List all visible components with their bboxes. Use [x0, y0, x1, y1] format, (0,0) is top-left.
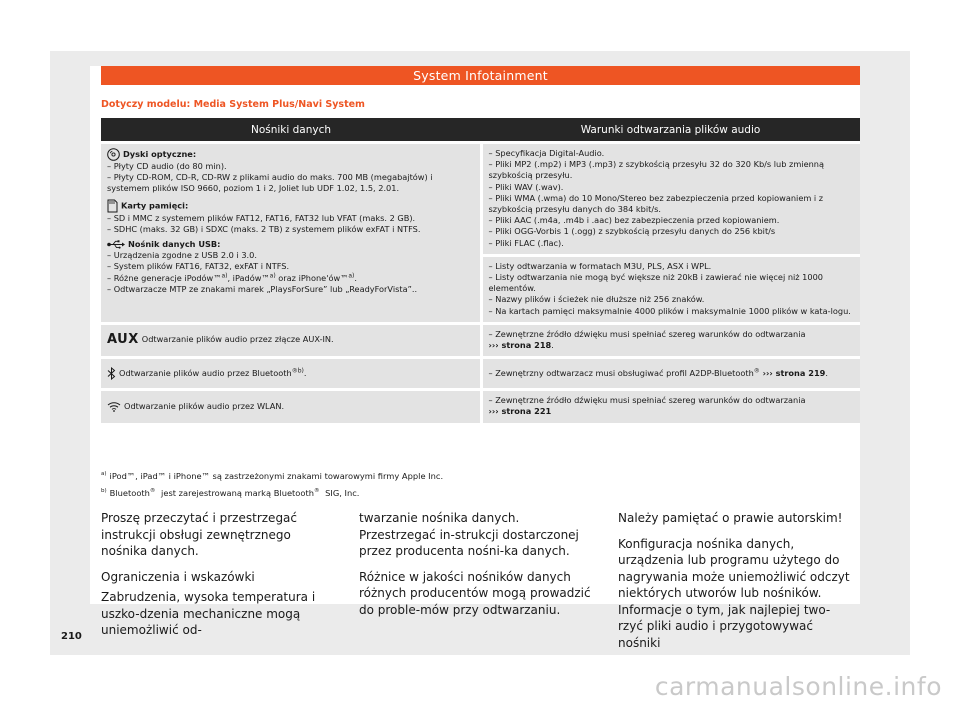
bluetooth-description: Odtwarzanie plików audio przez Bluetooth$^{®b)}$. — [119, 367, 307, 379]
card-line: – SDHC (maks. 32 GB) i SDXC (maks. 2 TB) z systemem plików exFAT i NTFS. — [107, 223, 421, 234]
usb-generations: – Różne generacje iPodów™$^{a)}$, iPadów™$^{a)}$ oraz iPhone'ów™$^{a)}$. — [107, 271, 357, 283]
wlan-cell — [101, 390, 481, 423]
format-line: – Pliki AAC (.m4a, .m4b i .aac) bez zabezpieczenia przed kopiowaniem. — [488, 215, 780, 226]
header-media: Nośniki danych — [101, 118, 481, 143]
body-column-3 — [618, 510, 853, 660]
header-conditions: Warunki odtwarzania plików audio — [481, 118, 860, 143]
optical-title: Dyski optyczne: — [123, 149, 197, 159]
bluetooth-icon — [107, 367, 116, 380]
table-row — [101, 323, 860, 357]
usb-icon — [107, 240, 125, 249]
body-paragraph: Konfiguracja nośnika danych, urządzenia lub programu użytego do nagrywania może uniemożliwić odczyt niektórych utworów lub nośników. Informacje o tym, jak najlepiej two-rzyć pliki audio i przygotowywać nośniki — [618, 536, 850, 650]
playlist-line: – Listy odtwarzania w formatach M3U, PLS, ASX i WPL. — [488, 260, 712, 271]
format-line: – Pliki MP2 (.mp2) i MP3 (.mp3) z szybkością przesyłu 32 do 320 Kb/s lub zmienną szybkością przesyłu. — [488, 159, 825, 181]
card-title: Karty pamięci: — [121, 200, 189, 211]
playlists-cell — [481, 255, 860, 323]
usb-line: – Urządzenia zgodne z USB 2.0 i 3.0. — [107, 250, 257, 261]
playlist-line: – Na kartach pamięci maksymalnie 4000 plików i maksymalnie 1000 plików w kata-logu. — [488, 305, 851, 316]
media-cell — [101, 143, 481, 324]
body-column-2 — [359, 510, 594, 627]
page-number: 210 — [61, 631, 82, 642]
aux-description: Odtwarzanie plików audio przez złącze AUX-IN. — [141, 334, 334, 345]
aux-condition: – Zewnętrzne źródło dźwięku musi spełniać szereg warunków do odtwarzania — [488, 328, 806, 339]
sd-card-icon — [107, 199, 118, 213]
format-line: – Pliki OGG-Vorbis 1 (.ogg) z szybkością przesyłu danych do 256 kbit/s — [488, 226, 776, 237]
body-column-1 — [101, 510, 336, 648]
aux-condition-cell — [481, 323, 860, 357]
body-paragraph: Zabrudzenia, wysoka temperatura i uszko-dzenia mechaniczne mogą uniemożliwić od- — [101, 590, 316, 637]
aux-cell — [101, 323, 481, 357]
table-row — [101, 358, 860, 390]
footnote-b: $^{b)}$ Bluetooth® jest zarejestrowaną marką Bluetooth® SIG, Inc. — [101, 488, 360, 498]
format-line: – Specyfikacja Digital-Audio. — [488, 148, 605, 158]
playlist-line: – Nazwy plików i ścieżek nie dłuższe niż 256 znaków. — [488, 294, 705, 305]
body-subheading: Ograniczenia i wskazówki — [101, 569, 255, 584]
optical-line: – Płyty CD-ROM, CD-R, CD-RW z plikami audio do maks. 700 MB (megabajtów) i systemem plików ISO 9660, poziom 1 i 2, Joliet lub UDF 1.02, 1.5, 2.01. — [107, 172, 433, 194]
table-row — [101, 143, 860, 256]
table-row — [101, 390, 860, 423]
usb-mtp: – Odtwarzacze MTP ze znakami marek „PlaysForSure” lub „ReadyForVista”.. — [107, 283, 418, 294]
body-paragraph: Należy pamiętać o prawie autorskim! — [618, 511, 843, 525]
wlan-description: Odtwarzanie plików audio przez WLAN. — [124, 400, 285, 411]
footnote-a: $^{a)}$ iPod™, iPad™ i iPhone™ są zastrzeżonymi znakami towarowymi firmy Apple Inc. — [101, 471, 444, 481]
format-line: – Pliki WMA (.wma) do 10 Mono/Stereo bez zabezpieczenia przed kopiowaniem i z szybkością przesyłu danych do 384 kbit/s. — [488, 192, 824, 215]
aux-icon: AUX — [107, 332, 139, 348]
usb-line: – System plików FAT16, FAT32, exFAT i NTFS. — [107, 261, 290, 272]
section-header: System Infotainment — [101, 66, 860, 85]
bluetooth-condition: – Zewnętrzny odtwarzacz musi obsługiwać profil A2DP-Bluetooth® ››› strona 219. — [488, 366, 828, 378]
card-line: – SD i MMC z systemem plików FAT12, FAT16, FAT32 lub VFAT (maks. 2 GB). — [107, 212, 416, 223]
body-paragraph: Proszę przeczytać i przestrzegać instrukcji obsługi zewnętrznego nośnika danych. — [101, 511, 298, 558]
bluetooth-condition-cell — [481, 358, 860, 390]
wlan-condition-cell — [481, 390, 860, 423]
wifi-icon — [107, 401, 121, 412]
bluetooth-cell — [101, 358, 481, 390]
body-paragraph: Różnice w jakości nośników danych różnych producentów mogą prowadzić do proble-mów przy odtwarzaniu. — [359, 569, 591, 617]
wlan-condition: – Zewnętrzne źródło dźwięku musi spełniać szereg warunków do odtwarzania — [488, 395, 806, 406]
aux-reference: ››› strona 218. — [488, 340, 554, 351]
table-header-row — [101, 118, 860, 143]
usb-title: Nośnik danych USB: — [128, 239, 221, 250]
format-line: – Pliki WAV (.wav). — [488, 181, 564, 192]
watermark: carmanualsonline.info — [654, 672, 942, 701]
wlan-reference: ››› strona 221 — [488, 406, 552, 417]
body-paragraph: twarzanie nośnika danych. Przestrzegać in-strukcji dostarczonej przez producenta nośni-ka danych. — [359, 511, 579, 558]
format-line: – Pliki FLAC (.flac). — [488, 237, 564, 248]
playlist-line: – Listy odtwarzania nie mogą być większe niż 20kB i zawierać nie więcej niż 1000 elementów. — [488, 272, 824, 294]
optical-line: – Płyty CD audio (do 80 min). — [107, 161, 227, 171]
disc-icon — [107, 148, 120, 161]
media-table — [101, 118, 860, 423]
formats-cell — [481, 143, 860, 256]
model-subheading: Dotyczy modelu: Media System Plus/Navi System — [101, 99, 365, 110]
